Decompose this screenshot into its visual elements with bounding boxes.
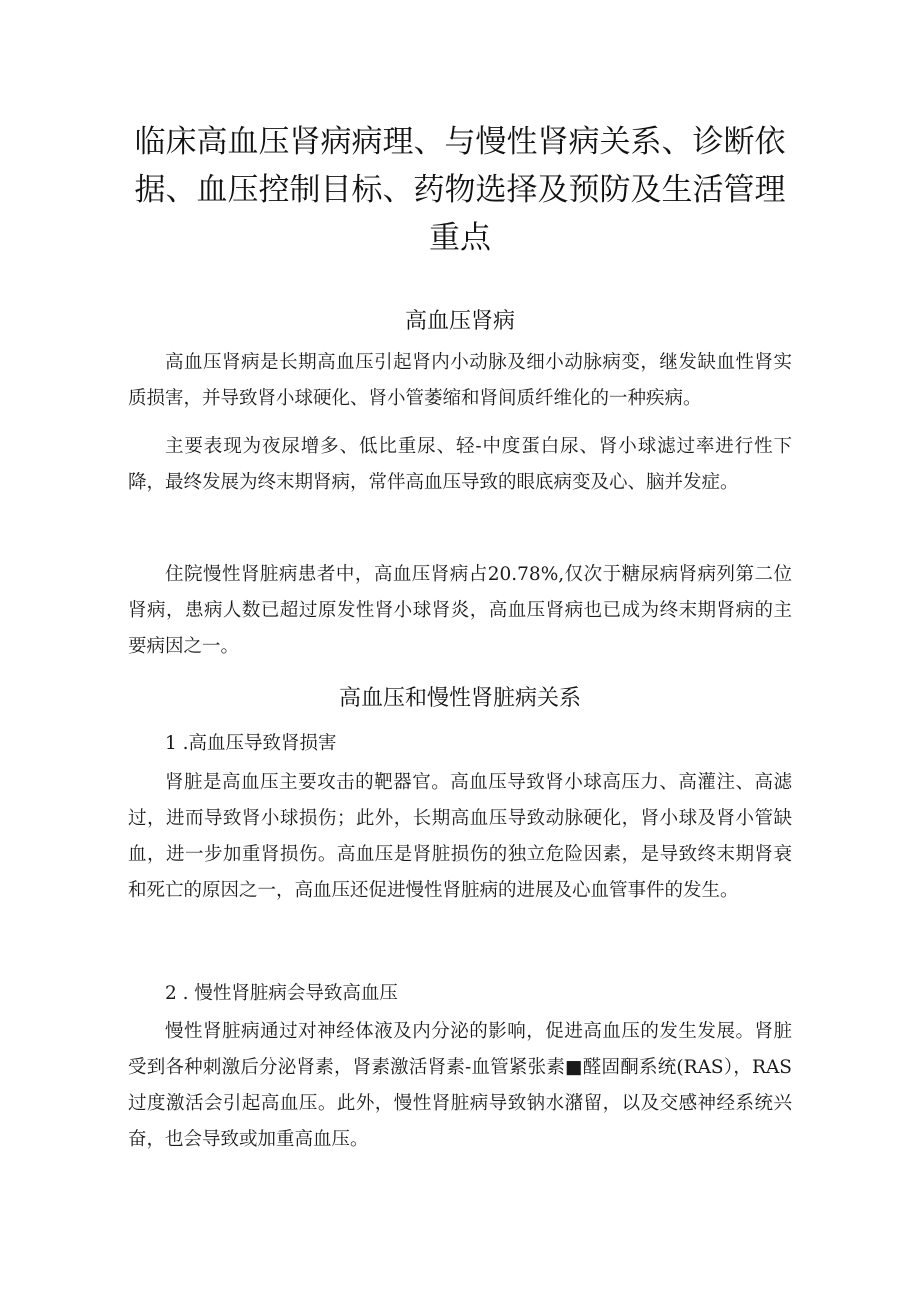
section-heading-hypertensive-nephropathy: 高血压肾病: [404, 309, 515, 334]
subheading-hypertension-causes-damage: 1 .高血压导致肾损害: [165, 733, 337, 754]
paragraph-manifestations: 主要表现为夜尿增多、低比重尿、轻-中度蛋白尿、肾小球滤过率进行性下降，最终发展为终末期肾病，常伴高血压导致的眼底病变及心、脑并发症。: [128, 436, 792, 493]
paragraph-ckd-mechanism: 慢性肾脏病通过对神经体液及内分泌的影响，促进高血压的发生发展。肾脏受到各种刺激后分泌肾素，肾素激活肾素-血管紧张素■醛固酮系统(RAS），RAS过度激活会引起高血压。此外，慢性肾脏病导致钠水潴留，以及交感神经系统兴奋，也会导致或加重高血压。: [128, 1021, 792, 1150]
paragraph-prevalence: 住院慢性肾脏病患者中，高血压肾病占20.78%,仅次于糖尿病肾病列第二位肾病，患病人数已超过原发性肾小球肾炎，高血压肾病也已成为终末期肾病的主要病因之一。: [128, 564, 792, 657]
paragraph-kidney-target-organ: 肾脏是高血压主要攻击的靶器官。高血压导致肾小球高压力、高灌注、高滤过，进而导致肾小球损伤；此外，长期高血压导致动脉硬化，肾小球及肾小管缺血，进一步加重肾损伤。高血压是肾脏损伤的独立危险因素，是导致终末期肾衰和死亡的原因之一，高血压还促进慢性肾脏病的进展及心血管事件的发生。: [128, 772, 792, 901]
section-heading-relationship: 高血压和慢性肾脏病关系: [338, 686, 581, 711]
paragraph-definition: 高血压肾病是长期高血压引起肾内小动脉及细小动脉病变，继发缺血性肾实质损害，并导致肾小球硬化、肾小管萎缩和肾间质纤维化的一种疾病。: [128, 352, 792, 409]
subheading-ckd-causes-hypertension: 2 . 慢性肾脏病会导致高血压: [165, 983, 398, 1004]
document-title: 临床高血压肾病病理、与慢性肾病关系、诊断依据、血压控制目标、药物选择及预防及生活管理重点: [134, 124, 786, 256]
